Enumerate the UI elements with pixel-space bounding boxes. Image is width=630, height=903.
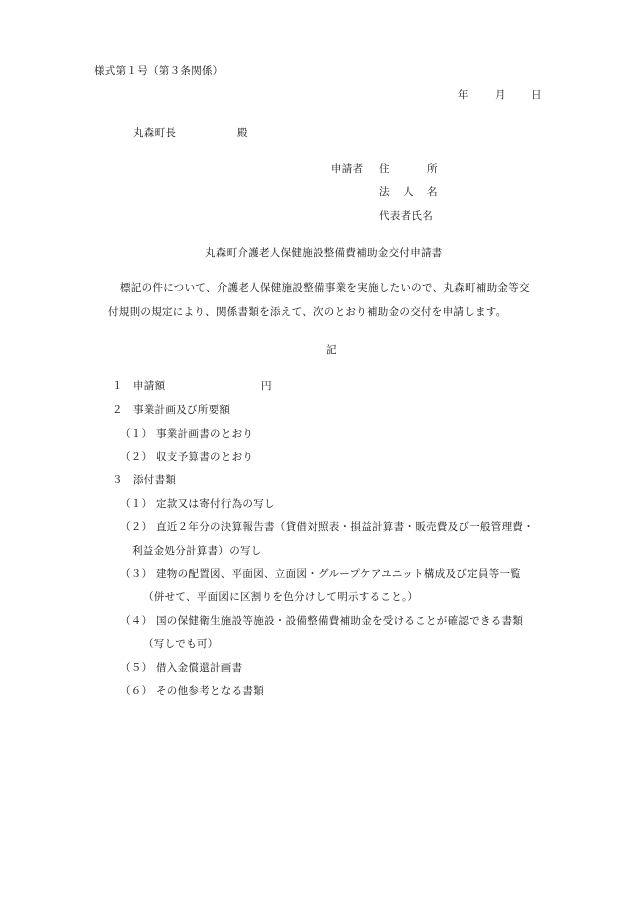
item-3-sub-4-number: （４）: [120, 615, 153, 627]
item-3-label: 添付書類: [133, 474, 177, 486]
item-2-number: ２: [112, 404, 123, 416]
item-3-sub-4-continuation: （写しでも可）: [143, 638, 219, 650]
address-label-char-2: 所: [427, 163, 438, 175]
address-label-char-1: 住: [379, 163, 390, 175]
form-number: 様式第１号（第３条関係）: [94, 65, 224, 77]
corp-label-char-2: 人: [403, 186, 414, 198]
applicant-label: 申請者: [331, 163, 364, 175]
item-3-sub-4-text: 国の保健衛生施設等施設・設備整備費補助金を受けることが確認できる書類: [156, 615, 524, 627]
corp-label-char-3: 名: [427, 186, 438, 198]
item-1-unit: 円: [261, 380, 272, 392]
item-3-sub-2-text: 直近２年分の決算報告書（貸借対照表・損益計算書・販売費及び一般管理費・: [156, 521, 534, 533]
item-3-sub-1-text: 定款又は寄付行為の写し: [156, 498, 275, 510]
date-year-label: 年: [458, 89, 469, 101]
addressee-name: 丸森町長: [133, 127, 177, 139]
item-3-sub-3-number: （３）: [120, 568, 153, 580]
corp-label-char-1: 法: [379, 186, 390, 198]
item-3-sub-2-continuation: 利益金処分計算書）の写し: [132, 545, 262, 557]
item-3-sub-3-text: 建物の配置図、平面図、立面図・グループケアユニット構成及び定員等一覧: [156, 568, 522, 580]
item-3-sub-5-number: （５）: [120, 662, 153, 674]
representative-label: 代表者氏名: [379, 210, 433, 222]
addressee-honorific: 殿: [237, 127, 248, 139]
item-1-number: １: [112, 380, 123, 392]
date-month-label: 月: [495, 89, 506, 101]
item-3-number: ３: [112, 474, 123, 486]
body-line-1: 標記の件について、介護老人保健施設整備事業を実施したいので、丸森町補助金等交: [120, 282, 530, 294]
item-2-sub-1-text: 事業計画書のとおり: [156, 428, 254, 440]
item-3-sub-1-number: （１）: [120, 498, 153, 510]
item-2-sub-1-number: （１）: [120, 428, 153, 440]
item-1-label: 申請額: [133, 380, 166, 392]
ki-heading: 記: [326, 344, 337, 356]
item-2-sub-2-text: 収支予算書のとおり: [156, 451, 254, 463]
item-3-sub-5-text: 借入金償還計画書: [156, 662, 243, 674]
item-3-sub-3-continuation: （併せて、平面図に区割りを色分けして明示すること。）: [143, 591, 419, 603]
item-3-sub-2-number: （２）: [120, 521, 153, 533]
item-3-sub-6-number: （６）: [120, 685, 153, 697]
date-day-label: 日: [531, 89, 542, 101]
item-2-label: 事業計画及び所要額: [133, 404, 231, 416]
document-title: 丸森町介護老人保健施設整備費補助金交付申請書: [205, 247, 443, 259]
item-3-sub-6-text: その他参考となる書類: [156, 685, 264, 697]
item-2-sub-2-number: （２）: [120, 451, 153, 463]
body-line-2: 付規則の規定により、関係書類を添えて、次のとおり補助金の交付を申請します。: [108, 306, 507, 318]
